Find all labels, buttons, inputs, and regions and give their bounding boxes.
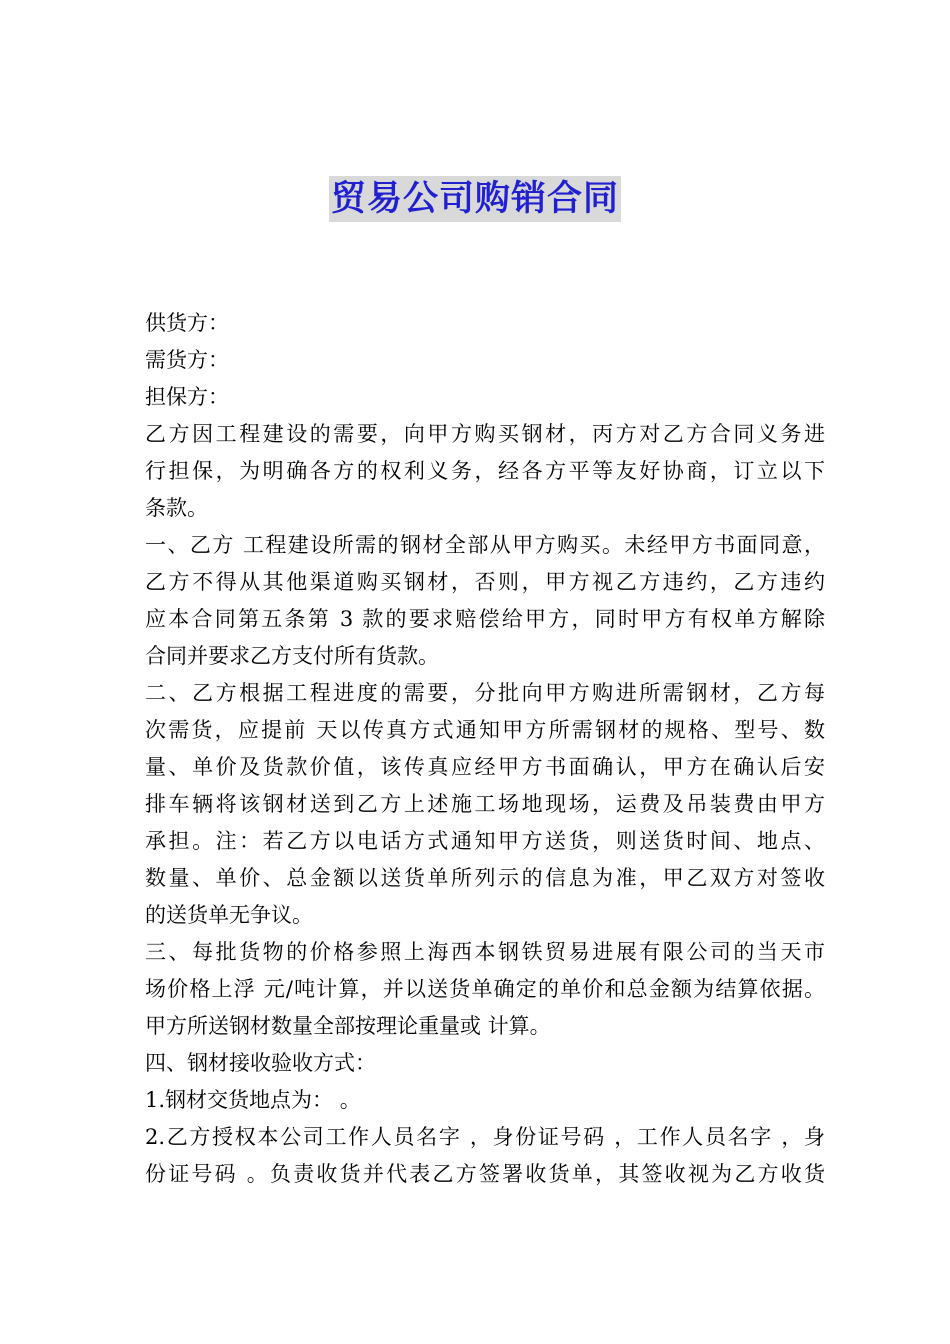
paragraph-line: 数量、单价、总金额以送货单所列示的信息为准，甲乙双方对签收	[145, 866, 825, 890]
line-supplier: 供货方：	[145, 311, 229, 335]
paragraph-line: 条款。	[145, 496, 208, 520]
list-item: 2.乙方授权本公司工作人员名字 ，身份证号码 ，工作人员名字 ，身	[145, 1125, 825, 1149]
paragraph-line: 的送货单无争议。	[145, 903, 313, 927]
paragraph-line: 排车辆将该钢材送到乙方上述施工场地现场，运费及吊装费由甲方	[145, 792, 825, 816]
paragraph-line: 乙方不得从其他渠道购买钢材，否则，甲方视乙方违约，乙方违约	[145, 570, 825, 594]
paragraph-line: 次需货，应提前 天以传真方式通知甲方所需钢材的规格、型号、数	[145, 718, 825, 742]
paragraph-line: 承担。注：若乙方以电话方式通知甲方送货，则送货时间、地点、	[145, 829, 825, 853]
paragraph-line: 合同并要求乙方支付所有货款。	[145, 644, 439, 668]
title-wrap	[0, 176, 950, 222]
document-title: 贸易公司购销合同	[329, 176, 621, 222]
paragraph-line: 应本合同第五条第 3 款的要求赔偿给甲方，同时甲方有权单方解除	[145, 607, 825, 631]
document-body	[145, 305, 825, 1193]
paragraph-line: 乙方因工程建设的需要，向甲方购买钢材，丙方对乙方合同义务进	[145, 422, 825, 446]
paragraph-line: 份证号码 。负责收货并代表乙方签署收货单，其签收视为乙方收货	[145, 1162, 825, 1186]
line-buyer: 需货方：	[145, 348, 229, 372]
line-guarantor: 担保方：	[145, 385, 229, 409]
paragraph-line: 行担保，为明确各方的权利义务，经各方平等友好协商，订立以下	[145, 459, 825, 483]
paragraph-line: 二、乙方根据工程进度的需要，分批向甲方购进所需钢材，乙方每	[145, 681, 825, 705]
paragraph-line: 一、乙方 工程建设所需的钢材全部从甲方购买。未经甲方书面同意，	[145, 533, 825, 557]
paragraph-line: 量、单价及货款价值，该传真应经甲方书面确认，甲方在确认后安	[145, 755, 825, 779]
list-item: 1.钢材交货地点为： 。	[145, 1088, 361, 1112]
paragraph-line: 场价格上浮 元/吨计算，并以送货单确定的单价和总金额为结算依据。	[145, 977, 825, 1001]
paragraph-line: 甲方所送钢材数量全部按理论重量或 计算。	[145, 1014, 551, 1038]
paragraph-line: 三、每批货物的价格参照上海西本钢铁贸易进展有限公司的当天市	[145, 940, 825, 964]
section-heading: 四、钢材接收验收方式：	[145, 1051, 376, 1075]
